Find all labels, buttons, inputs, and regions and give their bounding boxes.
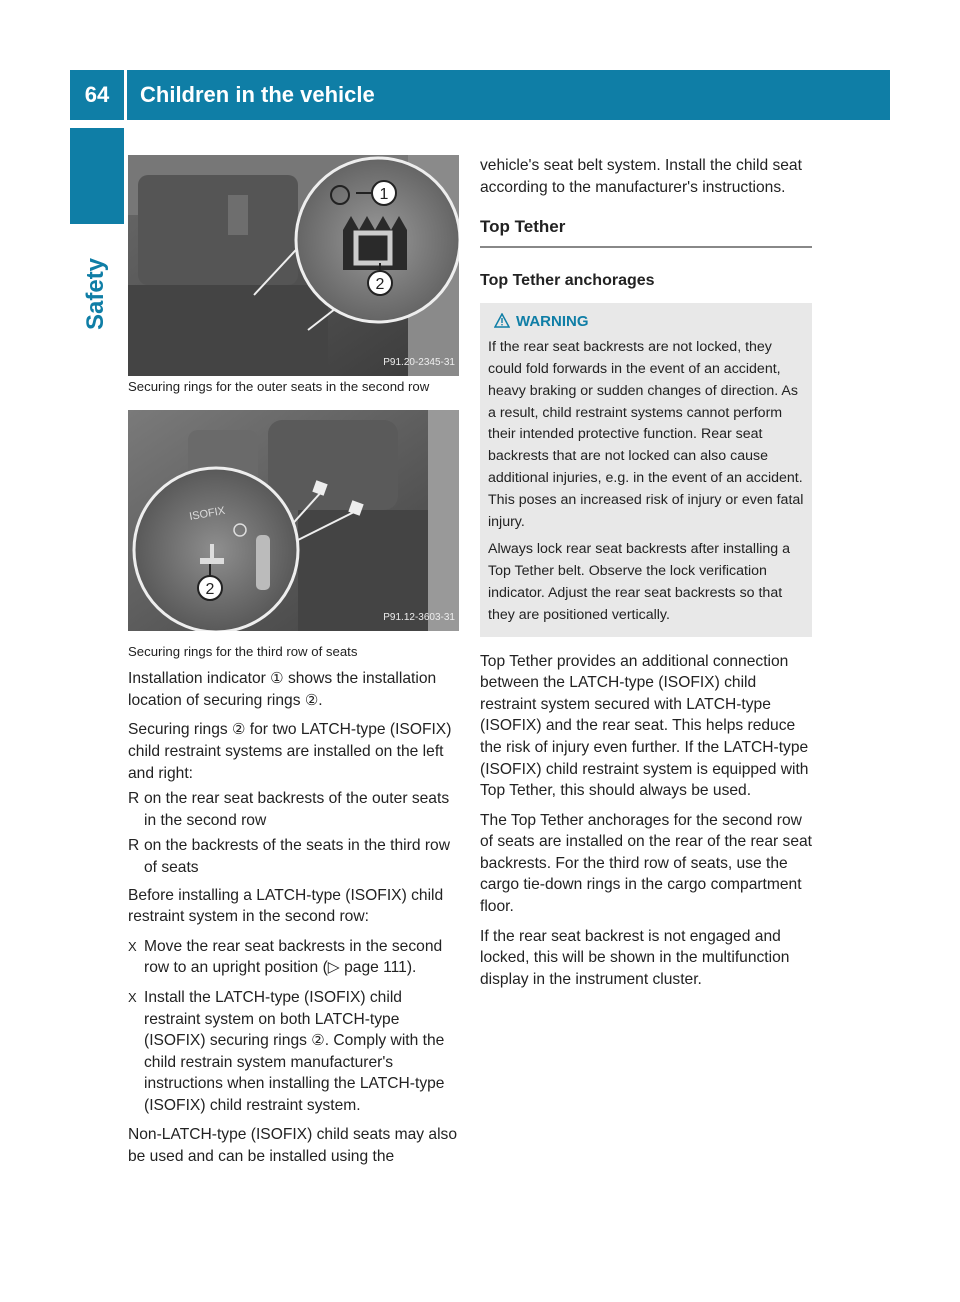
photo-third-row-illustration bbox=[128, 410, 459, 631]
photo-code: P91.20-2345-31 bbox=[383, 357, 455, 369]
step-item: X Install the LATCH-type (ISOFIX) child restraint system on both LATCH-type (ISOFIX) securing rings ②. Comply with the child restrain system manufacturer's instructions when installing the LATCH-type (ISOFIX) child restraint system. bbox=[128, 988, 445, 1114]
photo-third-row bbox=[128, 410, 459, 631]
page-ref-arrow: ▷ bbox=[327, 959, 340, 977]
badge-1: ① bbox=[270, 670, 284, 688]
side-tab-label: Safety bbox=[82, 257, 109, 330]
step-list bbox=[128, 936, 460, 1117]
callout-1: 1 bbox=[379, 186, 389, 203]
warning-triangle-icon bbox=[494, 313, 510, 335]
para-anchorages: The Top Tether anchorages for the second row of seats are installed on the rear of the rear seat backrests. For the third row of seats, use the cargo tie-down rings in the cargo compartment floor. bbox=[480, 811, 812, 916]
photo-second-row bbox=[128, 155, 459, 376]
chapter-title: Children in the vehicle bbox=[140, 82, 375, 107]
badge-2c: ② bbox=[311, 1032, 325, 1050]
para-top-tether: Top Tether provides an additional connection between the LATCH-type (ISOFIX) child restraint system secured with LATCH-type (ISOFIX) and the rear seat. This helps reduce the risk of injury even further. If the LATCH-type (ISOFIX) child restraint system is equipped with Top Tether, this should always be used. bbox=[480, 652, 809, 800]
header-separator bbox=[124, 70, 127, 120]
para-backrest-indicator: If the rear seat backrest is not engaged and locked, this will be shown in the multifunction display in the instrument cluster. bbox=[480, 927, 790, 988]
list-item: R on the backrests of the seats in the third row of seats bbox=[128, 837, 450, 876]
badge-2b: ② bbox=[232, 721, 246, 739]
para-before-installing: Before installing a LATCH-type (ISOFIX) child restraint system in the second row: bbox=[128, 886, 444, 926]
bullet-mark: R bbox=[128, 837, 140, 855]
badge-2: ② bbox=[304, 691, 319, 709]
callout-2: 2 bbox=[375, 276, 385, 293]
callout-2b: 2 bbox=[205, 580, 215, 598]
right-column bbox=[480, 155, 812, 998]
bullet-mark: R bbox=[128, 790, 140, 808]
warning-text-1: If the rear seat backrests are not locked, they could fold forwards in the event of an accident, heavy braking or sudden changes of direction. As a result, child restraint systems cannot perform their intended protective function. Rear seat backrests that are not locked can also cause additional injuries, e.g. in the event of an accident. This poses an increased risk of injury or even fatal injury. bbox=[488, 339, 804, 530]
photo-caption-2: Securing rings for the third row of seats bbox=[128, 643, 358, 659]
warning-header bbox=[488, 311, 804, 335]
para-securing-rings: Securing rings ② for two LATCH-type (ISOFIX) child restraint systems are installed on the left and right: bbox=[128, 721, 452, 782]
page-number: 64 bbox=[84, 82, 110, 107]
para-non-latch: Non-LATCH-type (ISOFIX) child seats may also be used and can be installed using the bbox=[128, 1126, 458, 1166]
step-mark: X bbox=[128, 938, 137, 954]
step-item: X Move the rear seat backrests in the second row to an upright position (▷ page 111). bbox=[128, 937, 443, 977]
warning-box bbox=[480, 303, 812, 636]
para-seat-belt: vehicle's seat belt system. Install the child seat according to the manufacturer's instructions. bbox=[480, 157, 802, 196]
warning-text-2: Always lock rear seat backrests after installing a Top Tether belt. Observe the lock verification indicator. Adjust the rear seat backrests so that they are positioned vertically. bbox=[488, 541, 791, 623]
isofix-label: ISOFIX bbox=[188, 504, 227, 523]
photo-caption: Securing rings for the outer seats in the second row bbox=[128, 379, 430, 394]
photo-second-row-illustration bbox=[128, 155, 459, 376]
left-column bbox=[128, 155, 460, 1176]
list-item: R on the rear seat backrests of the outer seats in the second row bbox=[128, 790, 450, 829]
step-mark: X bbox=[128, 989, 137, 1005]
bullet-list bbox=[128, 788, 460, 878]
page-ref[interactable]: page 111). bbox=[339, 959, 417, 977]
warning-title: WARNING bbox=[516, 313, 589, 331]
photo-code-2: P91.12-3603-31 bbox=[383, 612, 455, 623]
section-title: Top Tether bbox=[480, 216, 812, 248]
subsection-title: Top Tether anchorages bbox=[480, 271, 655, 289]
para-installation-indicator: Installation indicator ① shows the installation location of securing rings ②. bbox=[128, 668, 460, 711]
side-tab-block bbox=[70, 128, 124, 224]
